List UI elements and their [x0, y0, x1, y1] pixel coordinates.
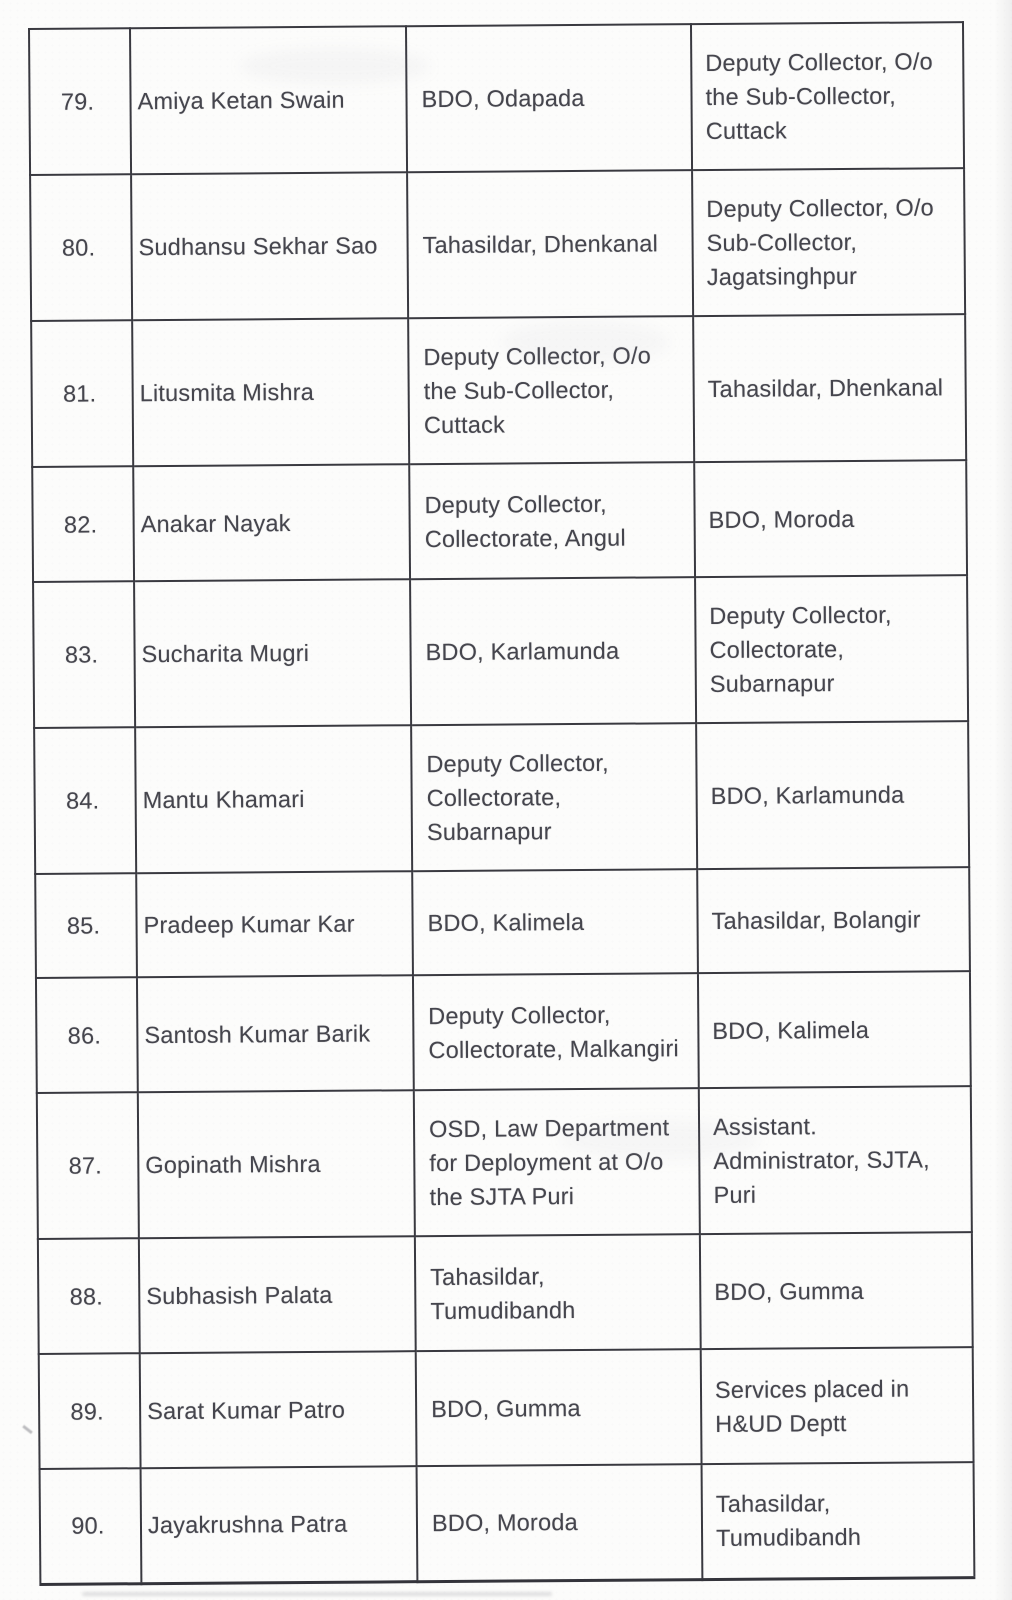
table-row: [33, 575, 968, 728]
present-post-cell: Deputy Collector, Collectorate, Malkangiri: [413, 973, 699, 1090]
new-post-cell: BDO, Karlamunda: [696, 721, 969, 869]
name-cell: Jayakrushna Patra: [141, 1466, 418, 1583]
serial-cell: 84.: [34, 727, 136, 874]
present-post-cell: BDO, Karlamunda: [410, 577, 696, 725]
serial-cell: 80.: [30, 174, 132, 321]
name-cell: Mantu Khamari: [135, 725, 412, 873]
serial-cell: 87.: [37, 1092, 139, 1239]
name-cell: Amiya Ketan Swain: [130, 26, 407, 174]
scan-smudge: [240, 48, 430, 84]
name-cell: Subhasish Palata: [139, 1236, 416, 1353]
serial-cell: 90.: [40, 1468, 142, 1584]
new-post-cell: Tahasildar, Bolangir: [697, 867, 970, 973]
table-row: [31, 314, 966, 467]
table-row: [32, 460, 967, 582]
table-row: [30, 168, 965, 321]
scan-edge-shadow: [994, 0, 1012, 1600]
scan-streak-bottom: [82, 1592, 552, 1596]
serial-cell: 88.: [38, 1238, 140, 1354]
table-row: [40, 1462, 975, 1584]
name-cell: Sarat Kumar Patro: [140, 1351, 417, 1468]
present-post-cell: BDO, Kalimela: [412, 869, 698, 975]
table-row: [36, 971, 971, 1093]
table-row: [38, 1232, 973, 1354]
table-row: [37, 1086, 972, 1239]
table-row: [29, 22, 964, 175]
serial-cell: 82.: [32, 466, 134, 582]
scan-smudge: [500, 320, 670, 364]
scan-mark: [22, 1425, 33, 1434]
serial-cell: 83.: [33, 581, 135, 728]
present-post-cell: BDO, Moroda: [417, 1464, 703, 1581]
table-row: [39, 1347, 974, 1469]
present-post-cell: Tahasildar, Tumudibandh: [415, 1234, 701, 1351]
present-post-cell: Deputy Collector, Collectorate, Angul: [409, 462, 695, 579]
present-post-cell: Tahasildar, Dhenkanal: [407, 170, 693, 318]
new-post-cell: Deputy Collector, O/o the Sub-Collector, Cuttack: [691, 22, 964, 170]
name-cell: Gopinath Mishra: [138, 1090, 415, 1238]
new-post-cell: BDO, Moroda: [694, 460, 967, 577]
table-row: [35, 867, 970, 978]
new-post-cell: Deputy Collector, Collectorate, Subarnapur: [695, 575, 968, 723]
present-post-cell: Deputy Collector, Collectorate, Subarnapur: [411, 723, 697, 871]
serial-cell: 86.: [36, 977, 138, 1093]
new-post-cell: Services placed in H&UD Deptt: [701, 1347, 974, 1464]
new-post-cell: Deputy Collector, O/o Sub-Collector, Jagatsinghpur: [692, 168, 965, 316]
table-row: [34, 721, 969, 874]
name-cell: Santosh Kumar Barik: [137, 975, 414, 1092]
serial-cell: 81.: [31, 320, 133, 467]
name-cell: Anakar Nayak: [133, 464, 410, 581]
new-post-cell: Assistant. Administrator, SJTA, Puri: [699, 1086, 972, 1234]
present-post-cell: OSD, Law Department for Deployment at O/o the SJTA Puri: [414, 1088, 700, 1236]
transfer-posting-table: [28, 21, 975, 1585]
serial-cell: 79.: [29, 28, 131, 175]
present-post-cell: Deputy Collector, O/o the Sub-Collector, Cuttack: [408, 316, 694, 464]
name-cell: Litusmita Mishra: [132, 318, 409, 466]
serial-cell: 85.: [35, 873, 137, 978]
name-cell: Pradeep Kumar Kar: [136, 871, 413, 977]
new-post-cell: Tahasildar, Dhenkanal: [693, 314, 966, 462]
name-cell: Sudhansu Sekhar Sao: [131, 172, 408, 320]
serial-cell: 89.: [39, 1353, 141, 1469]
present-post-cell: BDO, Odapada: [406, 24, 692, 172]
new-post-cell: BDO, Kalimela: [698, 971, 971, 1088]
transfer-posting-table-wrap: [28, 21, 975, 1585]
name-cell: Sucharita Mugri: [134, 579, 411, 727]
scan-smudge: [560, 1120, 760, 1160]
new-post-cell: Tahasildar, Tumudibandh: [702, 1462, 975, 1579]
present-post-cell: BDO, Gumma: [416, 1349, 702, 1466]
new-post-cell: BDO, Gumma: [700, 1232, 973, 1349]
